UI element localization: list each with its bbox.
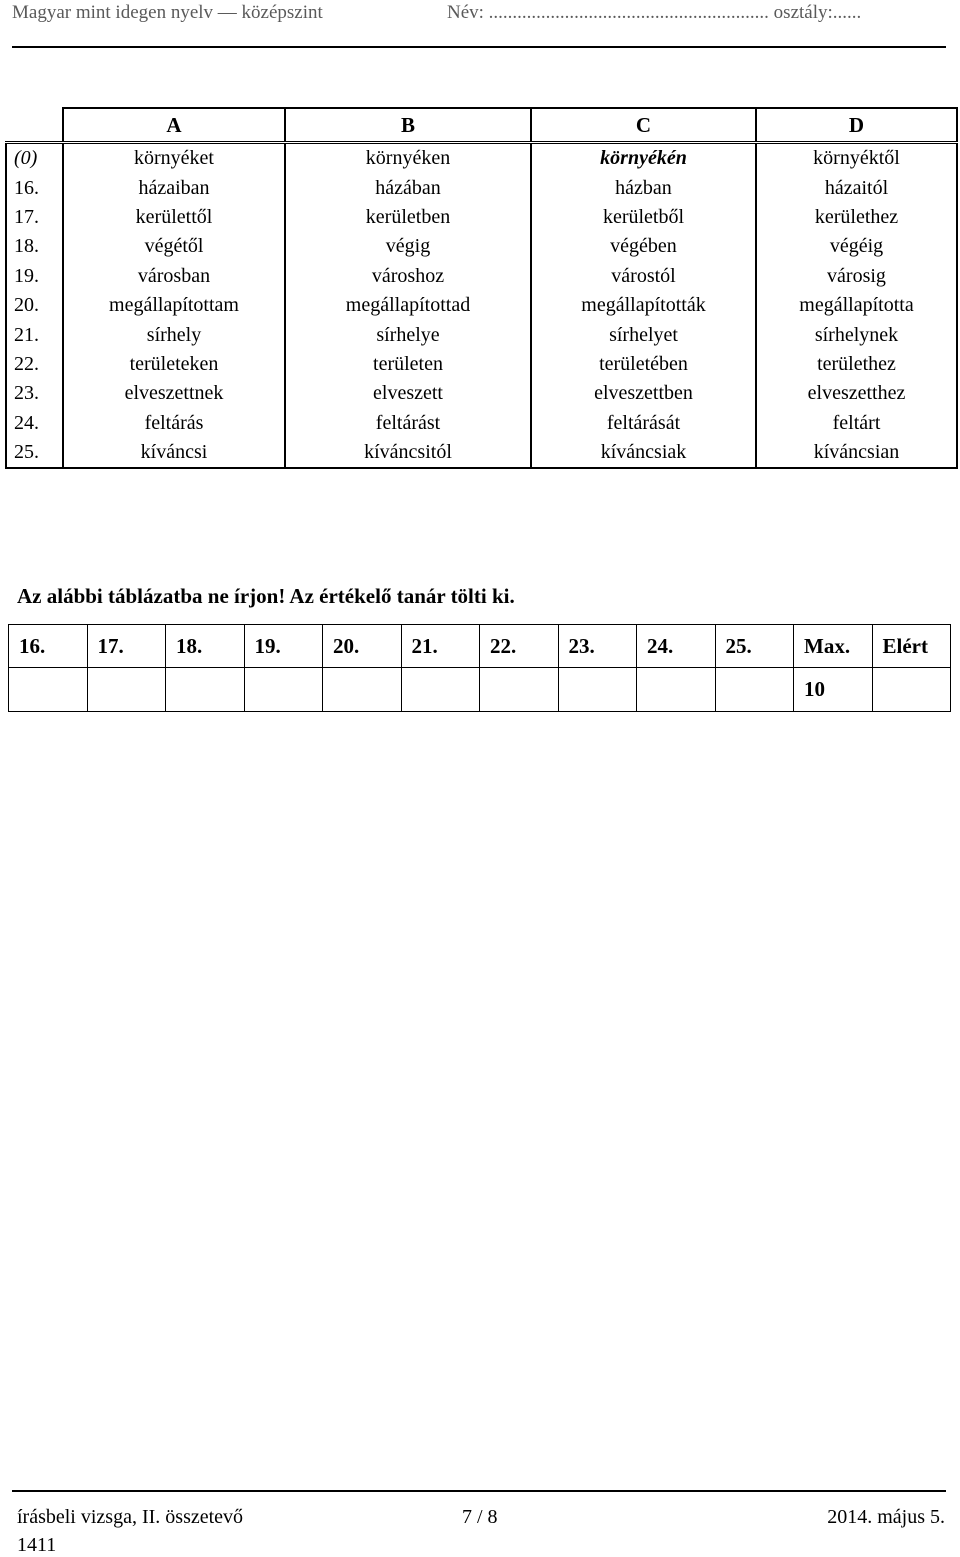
grading-header-cell: Max. xyxy=(794,625,873,668)
grading-value-cell xyxy=(715,668,794,712)
grading-header-cell: 16. xyxy=(9,625,88,668)
name-class-field: Név: ........................................................... osztály:...... xyxy=(447,2,862,23)
option-a: sírhely xyxy=(63,320,285,349)
exam-title: Magyar mint idegen nyelv — középszint xyxy=(12,2,323,23)
grading-header-cell: 22. xyxy=(480,625,559,668)
column-header-d: D xyxy=(756,108,957,143)
option-a: elveszettnek xyxy=(63,379,285,408)
question-row xyxy=(6,291,957,320)
footer-divider xyxy=(12,1490,946,1492)
option-c: várostól xyxy=(531,262,756,291)
page-header xyxy=(12,0,946,28)
question-row xyxy=(6,409,957,438)
grading-header-row xyxy=(9,625,951,668)
option-c: kerületből xyxy=(531,203,756,232)
column-header-b: B xyxy=(285,108,531,143)
option-b: sírhelye xyxy=(285,320,531,349)
grading-header-cell: 17. xyxy=(87,625,166,668)
example-row xyxy=(6,143,957,174)
option-d: megállapította xyxy=(756,291,957,320)
grading-header-cell: 21. xyxy=(401,625,480,668)
option-b: házában xyxy=(285,173,531,202)
question-row xyxy=(6,350,957,379)
option-c: házban xyxy=(531,173,756,202)
grading-value-cell xyxy=(401,668,480,712)
option-a: területeken xyxy=(63,350,285,379)
exam-date: 2014. május 5. xyxy=(827,1506,945,1528)
question-number: 17. xyxy=(6,203,63,232)
grading-value-row xyxy=(9,668,951,712)
option-d: feltárt xyxy=(756,409,957,438)
grading-header-cell: 20. xyxy=(323,625,402,668)
option-b: városhoz xyxy=(285,262,531,291)
option-d: területhez xyxy=(756,350,957,379)
question-row xyxy=(6,320,957,349)
example-option-b: környéken xyxy=(285,143,531,174)
option-b: végig xyxy=(285,232,531,261)
option-d: sírhelynek xyxy=(756,320,957,349)
option-d: végéig xyxy=(756,232,957,261)
column-header-a: A xyxy=(63,108,285,143)
option-a: kíváncsi xyxy=(63,438,285,468)
grading-value-cell xyxy=(87,668,166,712)
page-number: 7 / 8 xyxy=(462,1506,498,1528)
option-a: házaiban xyxy=(63,173,285,202)
option-c: kíváncsiak xyxy=(531,438,756,468)
question-number: 21. xyxy=(6,320,63,349)
question-number: 16. xyxy=(6,173,63,202)
option-d: kerülethez xyxy=(756,203,957,232)
answer-options-table xyxy=(5,107,958,469)
grading-value-cell xyxy=(480,668,559,712)
option-a: feltárás xyxy=(63,409,285,438)
grading-header-cell: 25. xyxy=(715,625,794,668)
answer-header-row xyxy=(6,108,957,143)
question-row xyxy=(6,232,957,261)
grading-value-cell xyxy=(244,668,323,712)
option-b: területen xyxy=(285,350,531,379)
option-a: végétől xyxy=(63,232,285,261)
option-d: kíváncsian xyxy=(756,438,957,468)
grading-value-cell xyxy=(323,668,402,712)
grading-value-cell xyxy=(558,668,637,712)
grading-value-cell: 10 xyxy=(794,668,873,712)
example-option-d: környéktől xyxy=(756,143,957,174)
option-c: megállapították xyxy=(531,291,756,320)
grading-value-cell xyxy=(872,668,951,712)
option-c: területében xyxy=(531,350,756,379)
column-header-c: C xyxy=(531,108,756,143)
option-a: városban xyxy=(63,262,285,291)
option-b: kerületben xyxy=(285,203,531,232)
grading-header-cell: 24. xyxy=(637,625,716,668)
question-number: 19. xyxy=(6,262,63,291)
grading-header-cell: Elért xyxy=(872,625,951,668)
grading-value-cell xyxy=(637,668,716,712)
question-number: 24. xyxy=(6,409,63,438)
option-b: elveszett xyxy=(285,379,531,408)
exam-code: 1411 xyxy=(17,1534,57,1556)
question-number: 25. xyxy=(6,438,63,468)
example-number: (0) xyxy=(6,143,63,174)
grading-value-cell xyxy=(9,668,88,712)
question-number: 22. xyxy=(6,350,63,379)
option-b: megállapítottad xyxy=(285,291,531,320)
example-option-a: környéket xyxy=(63,143,285,174)
header-blank-cell xyxy=(6,108,63,143)
question-number: 18. xyxy=(6,232,63,261)
grading-table xyxy=(8,624,951,712)
grading-instruction: Az alábbi táblázatba ne írjon! Az értékelő tanár tölti ki. xyxy=(17,584,515,608)
footer-exam-part: írásbeli vizsga, II. összetevő xyxy=(17,1506,244,1528)
grading-header-cell: 19. xyxy=(244,625,323,668)
option-c: sírhelyet xyxy=(531,320,756,349)
option-a: megállapítottam xyxy=(63,291,285,320)
example-option-c-selected: környékén xyxy=(531,143,756,174)
question-row xyxy=(6,262,957,291)
question-row xyxy=(6,173,957,202)
option-b: kíváncsitól xyxy=(285,438,531,468)
option-c: feltárását xyxy=(531,409,756,438)
grading-header-cell: 18. xyxy=(166,625,245,668)
option-d: városig xyxy=(756,262,957,291)
option-a: kerülettől xyxy=(63,203,285,232)
question-number: 23. xyxy=(6,379,63,408)
header-divider xyxy=(12,46,946,48)
option-d: elveszetthez xyxy=(756,379,957,408)
grading-header-cell: 23. xyxy=(558,625,637,668)
grading-value-cell xyxy=(166,668,245,712)
option-d: házaitól xyxy=(756,173,957,202)
option-c: végében xyxy=(531,232,756,261)
question-number: 20. xyxy=(6,291,63,320)
question-row xyxy=(6,438,957,468)
option-b: feltárást xyxy=(285,409,531,438)
question-row xyxy=(6,203,957,232)
question-row xyxy=(6,379,957,408)
option-c: elveszettben xyxy=(531,379,756,408)
